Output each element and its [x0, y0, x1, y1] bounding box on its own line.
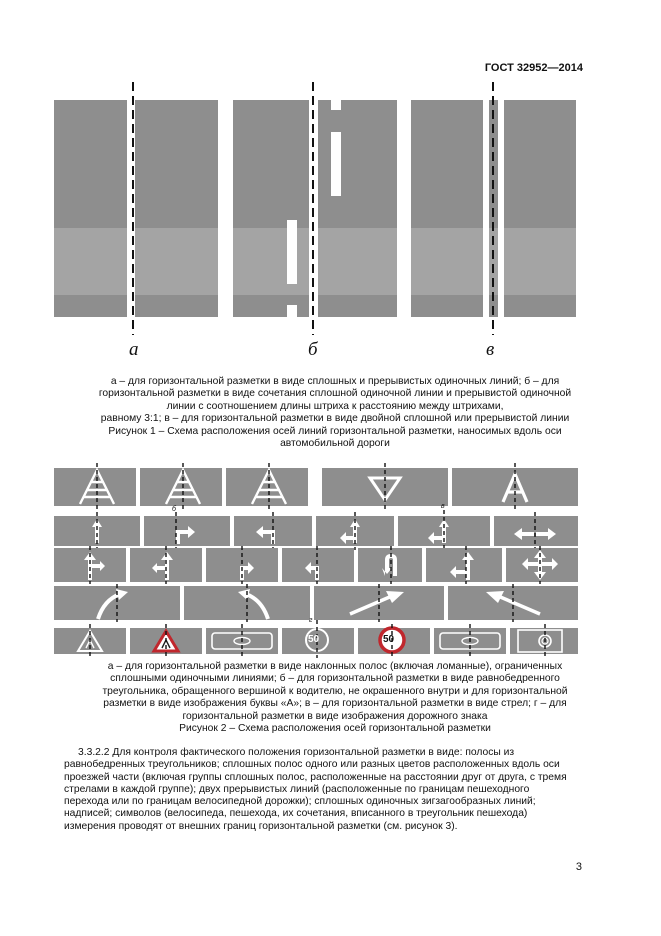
- speed-sign-text: 50: [308, 634, 320, 645]
- body-line: надписей; символов (велосипеда, пешехода, их сочетания, вписанного в треугольник пешехода): [64, 808, 528, 820]
- fig2-caption-line: треугольника, обращенного вершиной к водителю, не окрашенного внутри и для горизонтальной: [102, 685, 568, 697]
- body-line: 3.3.2.2 Для контроля фактического положения горизонтальной разметки в виде: полосы из: [78, 747, 515, 758]
- fig1-caption-line: линии с соотношением длины штриха к расстоянию между штрихами,: [166, 400, 504, 412]
- fig1-caption-line: а – для горизонтальной разметки в виде сплошных и прерывистых одиночных линий; б – для: [110, 376, 560, 387]
- fig2-row-v1: [54, 510, 578, 550]
- fig2-caption-line: разметки в виде изображения буквы «А»; в – для горизонтальной разметки в виде стрел; г – для: [103, 698, 567, 710]
- fig2-label-v-small: в: [441, 503, 445, 510]
- fig1-label-b: б: [308, 339, 318, 360]
- fig2-row-v3: [54, 584, 578, 622]
- fig2-row-a: [54, 463, 308, 510]
- body-line: измерения проводят от внешних границ горизонтальной разметки (см. рисунок 3).: [64, 820, 458, 832]
- fig2-row-b: [322, 463, 578, 510]
- fig1-caption-line: равному 3:1; в – для горизонтальной разметки в виде двойной сплошной или прерывистой линии: [100, 413, 570, 425]
- page-number: 3: [575, 861, 582, 873]
- fig2-label-b-small: б: [172, 506, 176, 513]
- body-line: проезжей части (включая группы сплошных полос, расположенные на расстоянии друг от друга, с тремя: [64, 771, 567, 783]
- fig2-label-g-small: г: [309, 617, 313, 624]
- body-line: равнобедренных треугольников; сплошных полос одного или разных цветов расположенных вдоль оси: [64, 759, 560, 771]
- fig1-caption-line: горизонтальной разметки в виде сочетания сплошной одиночной линии и прерывистой одиночной: [98, 388, 572, 400]
- body-line: стрелами в каждой группе); двух прерывистых линий (расположенные по границам пешеходного: [64, 783, 530, 795]
- body-line: перехода или по границам велосипедной дорожки); сплошных одиночных зигзагообразных линий;: [64, 796, 536, 808]
- fig1-caption-line: Рисунок 1 – Схема расположения осей линий горизонтальной разметки, наносимых вдоль оси: [108, 425, 562, 437]
- body-paragraph: [64, 747, 584, 833]
- fig2-caption-line: а – для горизонтальной разметки в виде наклонных полос (включая ломанные), ограниченных: [107, 661, 563, 672]
- fig2-caption-line: Рисунок 2 – Схема расположения осей горизонтальной разметки: [179, 723, 491, 735]
- document-code: ГОСТ 32952—2014: [484, 62, 583, 74]
- fig1-label-a: а: [129, 339, 139, 360]
- fig1-caption-line: автомобильной дороги: [280, 438, 390, 450]
- speed-sign-red-text: 50: [383, 634, 395, 645]
- fig2-row-v2: [54, 546, 578, 584]
- fig2-caption-line: горизонтальной разметки в виде изображения дорожного знака: [182, 710, 488, 722]
- fig1-label-v: в: [486, 339, 495, 360]
- figure-2-caption: [40, 661, 630, 735]
- fig2-caption-line: сплошными одиночными линиями; б – для горизонтальной разметки в виде равнобедренного: [110, 673, 560, 685]
